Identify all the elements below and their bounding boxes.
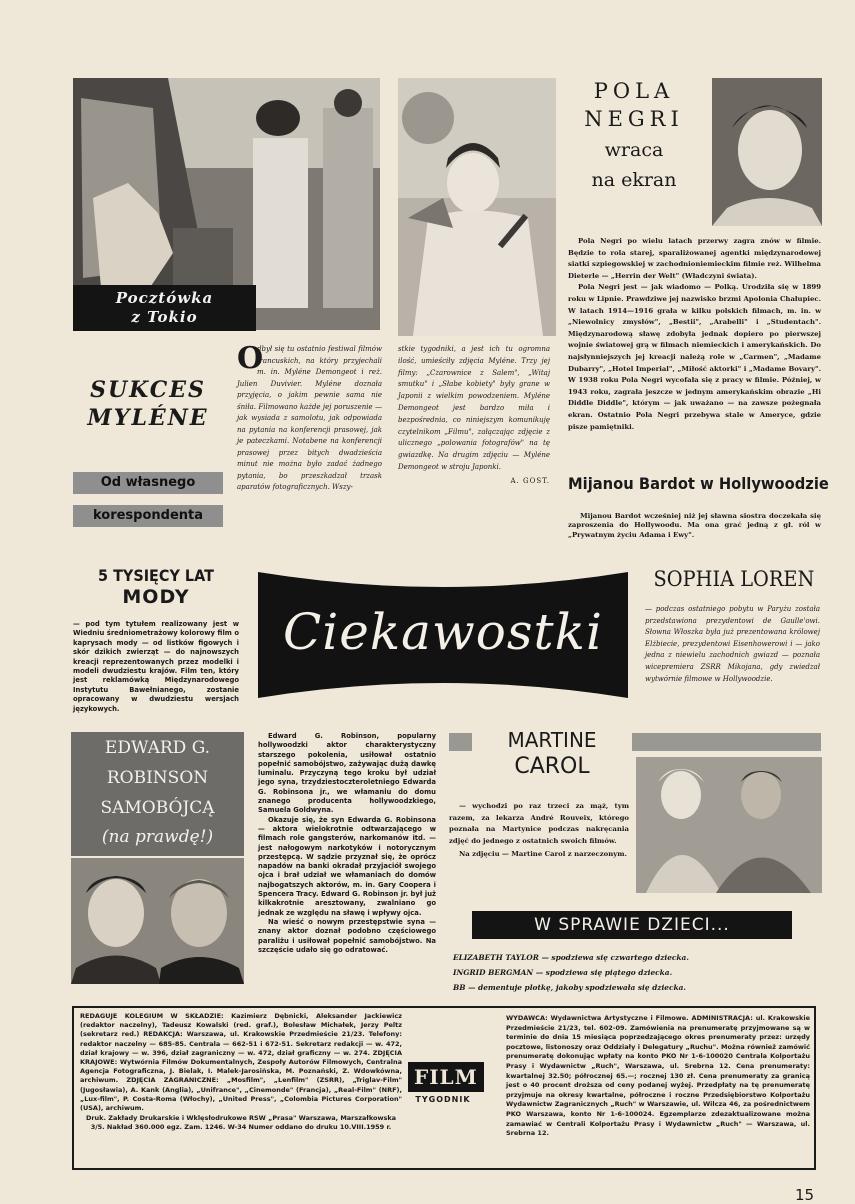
footer-box — [72, 1006, 816, 1170]
footer-print-info: Druk. Zakłady Drukarskie i Wklęsłodrukowe RSW „Prasa" Warszawa, Marszałkowska 3/5. Nakład 360.000 egz. Zam. 1246. W-34 Numer oddano do druku 10.VIII.1959 r. — [85, 1114, 397, 1132]
dzieci-name: BB — [453, 983, 466, 992]
dzieci-name: INGRID BERGMAN — [453, 968, 534, 977]
caption-box-tokio — [73, 285, 256, 331]
pola-title-line-4: na ekran — [591, 169, 677, 191]
footer-publisher: WYDAWCA: Wydawnictwa Artystyczne i Filmowe. ADMINISTRACJA: ul. Krakowskie Przedmieście 21/23, tel. 602-09. Zamówienia na prenumeratę przyjmowane są w terminie do dnia 15 miesiąca poprzedzającego okres prenumeraty przez: urzędy pocztowe, listonoszy oraz Oddziały i Delegatury „Ruchu". Można również zamówić prenumeratę dokonując wpłaty na konto PKO Nr 1-6-100020 Centrala Kolportażu Prasy i Wydawnictw „Ruch", Warszawa, ul. Srebrna 12. Cena prenumeraty: kwartalnej 32.50; półrocznej 65.—; rocznej 130 zł. Cena prenumeraty za granicą jest o 40 procent droższa od ceny podanej wyżej. Przedpłaty na tę prenumeratę przyjmuje na okresy kwartalne, półroczne i roczne Przedsiębiorstwo Kolportażu Wydawnictw Zagranicznych „Ruch" w Warszawie, ul. Wilcza 46, za pośrednictwem PKO Warszawa, konto Nr 1-6-100024. Egzemplarze zdezaktualizowane można zamawiać w Centrali Kolportażu Prasy i Wydawnictw „Ruch" — Warszawa, ul. Srebrna 12. — [506, 1014, 810, 1138]
photo-robinson-father-son — [71, 858, 244, 984]
martine-article — [449, 801, 629, 861]
mijanou-title: Mijanou Bardot w Hollywoodzie — [568, 474, 829, 493]
robinson-title-box — [71, 732, 244, 856]
martine-paragraph-2: Na zdjęciu — Martine Carol z narzeczonym. — [459, 850, 627, 858]
martine-paragraph-1: — wychodzi po raz trzeci za mąż, tym razem, za lekarza André Rouveix, którego poznała na Martynice podczas nakręcania zdjęć do jednego z ostatnich swoich filmów. — [449, 802, 629, 845]
pola-paragraph-1: Pola Negri po wielu latach przerwy zagra znów w filmie. Będzie to rola starej, sparaliżowanej agentki międzynarodowej siatki szpiegowskiej w zachodnioniemieckim filmie reż. Wilhelma Dieterle — „Herrin der Welt" (Władczyni świata). — [568, 237, 821, 280]
drop-cap-spacer — [237, 344, 257, 374]
dzieci-name: ELIZABETH TAYLOR — [453, 953, 539, 962]
ciekawostki-banner — [258, 572, 628, 698]
mylene-column-2 — [398, 344, 550, 488]
page-number: 15 — [795, 1186, 815, 1204]
footer-editorial — [80, 1012, 402, 1133]
robinson-paragraph-1: Edward G. Robinson, popularny hollywoodzki aktor charakterystyczny starszego pokolenia, usiłował ostatnio popełnić samobójstwo, zażywając dużą dawkę luminalu. Przyczyną tego kroku był udział jego syna, trzydziestoczteroletniego Edwarda G. Robinsona jr., we włamaniu do domu znanego producenta hollywoodzkiego, Samuela Goldwyna. — [258, 732, 436, 815]
moda-title — [73, 566, 239, 608]
robinson-paragraph-3: Na wieść o nowym przestępstwie syna — znany aktor doznał podobno częściowego paraliżu i usiłował popełnić samobójstwo. Na szczęście udało się go odratować. — [258, 917, 436, 954]
pola-title-line-3: wraca — [604, 139, 664, 161]
mylene-title — [73, 376, 223, 432]
dzieci-item — [453, 965, 823, 980]
dzieci-text: — spodziewa się piątego dziecka. — [533, 968, 673, 977]
dzieci-item — [453, 980, 823, 995]
film-logo-subtitle: TYGODNIK — [415, 1095, 471, 1104]
photo-pola-negri — [712, 78, 822, 226]
dzieci-item — [453, 950, 823, 965]
robinson-title-line-2: ROBINSON — [106, 768, 209, 788]
banner-text: Ciekawostki — [283, 603, 603, 661]
mylene-title-line-1: SUKCES — [90, 377, 206, 403]
film-logo-text: FILM — [408, 1062, 484, 1092]
robinson-title-line-3: SAMOBÓJCĄ — [100, 798, 215, 818]
pola-title — [564, 78, 704, 194]
film-logo — [408, 1062, 478, 1104]
correspondent-bar-1: Od własnego — [73, 472, 223, 494]
mylene-author: A. GOST. — [510, 476, 550, 485]
photo-mylene-japanese-dress — [398, 78, 556, 336]
martine-title-line-1: MARTINE — [507, 728, 597, 752]
mylene-column-1-text: dbył się tu ostatnio festiwal filmów francuskich, na który przyjechali m. in. Myléne Demongeot i reż. Julien Duvivier. Myléne doznała przyjęcia, o jakim pewnie sama nie śniła. Filmowano każde jej poruszenie — jak wysiada z samolotu, jak odpowiada na pytania na konferencji prasowej, jak je pateczkami. Notabene na konferencji prasowej przez bitych dwadzieścia minut nie można było zadać żadnego pytania, bo przeszkadzał trzask aparatów fotograficznych. Wszy- — [237, 345, 382, 491]
martine-title-line-2: CAROL — [514, 754, 590, 779]
martine-title — [472, 728, 632, 782]
robinson-title-line-4: (na prawdę!) — [101, 827, 214, 847]
footer-editorial-text: REDAGUJE KOLEGIUM W SKŁADZIE: Kazimierz Dębnicki, Aleksander Jackiewicz (redaktor naczelny), Tadeusz Kowalski (red. graf.), Bolesław Michałek, Jerzy Peltz (sekretarz red.) REDAKCJA: Warszawa, ul. Krakowskie Przedmieście 21/23. Telefony: redaktor naczelny — 685-85. Centrala — 662-51 i 672-51. Sekretarz redakcji — w. 472, dział krajowy — w. 396, dział zagraniczny — w. 472, dział graficzny — w. 274. ZDJĘCIA KRAJOWE: Wytwórnia Filmów Dokumentalnych, Zespoły Autorów Filmowych, Centralna Agencja Fotograficzna, J. Bielak, I. Malek-Jarosińska, M. Poznański, Z. Wdowkówna, archiwum. ZDJĘCIA ZAGRANICZNE: „Mosfilm", „Lenfilm" (ZSRR), „Triglav-Film" (Jugosławia), A. Kank (Anglia), „Unifrance", „Cinemonde" (Francja), „Real-Film" (NRF), „Lux-film", P. Costa-Roma (Włochy), „United Press", „Colombia Pictures Corporation" (USA), archiwum. — [80, 1012, 402, 1113]
mylene-column-1 — [237, 341, 382, 494]
pola-paragraph-2: Pola Negri jest — jak wiadomo — Polką. Urodziła się w 1899 roku w Lipnie. Prawdziwe jej nazwisko brzmi Apolonia Chałupiec. W latach 1914—1916 grała w kilku polskich filmach, m. in. w „Niewolnicy zmysłów", „Bestii", „Arabelli" i „Studentach". Międzynarodową sławę zdobyła jednak dopiero po pierwszej wojnie światowej grą w filmach niemieckich i amerykańskich. Do najsłynniejszych jej kreacji należą role w „Carmen", „Madame Dubarry", „Hotel Imperial", „Miłość aktorki" i „Madame Bovary". W 1938 roku Pola Negri wycofała się z pracy w filmie. Później, w 1943 roku, zagrała jeszcze w jednym amerykańskim obrazie „Hi Diddle Diddle", którym — jak uważano — na zawsze pożegnała ekran. Ostatnio Pola Negri przebywa stale w Ameryce, gdzie pisze pamiętniki. — [568, 283, 821, 431]
robinson-title-line-1: EDWARD G. — [104, 738, 211, 758]
robinson-article — [258, 732, 436, 955]
caption-line-2: z Tokio — [131, 308, 198, 326]
caption-line-1: Pocztówka — [115, 289, 214, 307]
dzieci-list — [453, 950, 823, 995]
mijanou-text: Mijanou Bardot wcześniej niż jej sławna siostra doczekała się zaproszenia do Hollywoodu. Ma ona grać jedną z gł. ról w „Prywatnym życiu Adama i Ewy". — [568, 512, 821, 539]
dzieci-title: W SPRAWIE DZIECI... — [472, 911, 792, 939]
sophia-text: — podczas ostatniego pobytu w Paryżu została przedstawiona prezydentowi de Gaulle'owi. Słowna Włoszka była już prezentowana królowej Elżbiecie, prezydentowi Eisenhowerowi i — jako jedna z niewielu zachodnich gwiazd — poznała wicepremiera ZSRR Mikojana, gdy zwiedzał wytwórnie filmowe w Hollywoodzie. — [645, 605, 820, 683]
moda-title-line-1: 5 TYSIĘCY LAT — [98, 566, 214, 585]
dzieci-text: — dementuje plotkę, jakoby spodziewała się dziecka. — [465, 983, 686, 992]
dzieci-text: — spodziewa się czwartego dziecka. — [538, 953, 689, 962]
correspondent-bar-2: korespondenta — [73, 505, 223, 527]
pola-article — [568, 236, 821, 433]
photo-martine-carol-fiance — [636, 757, 822, 893]
moda-title-line-2: MODY — [122, 586, 190, 608]
drop-cap: O — [237, 341, 264, 376]
sophia-title: SOPHIA LOREN — [653, 567, 815, 591]
mylene-title-line-2: MYLÉNE — [87, 405, 209, 431]
pola-title-line-1: POLA — [593, 79, 675, 103]
pola-title-line-2: NEGRI — [584, 107, 684, 131]
robinson-paragraph-2: Okazuje się, że syn Edwarda G. Robinsona — aktora wielokrotnie odtwarzającego w filmach role gangsterów, narkomanów itd. — jest nałogowym narkotyków i notorycznym przestępcą. W sądzie przyznał się, że oprócz napadów na banki okradał przyjaciół swojego ojca i brał udział we włamaniach do domów najbogatszych aktorów, m. in. Gary Coopera i Spencera Tracy. Edward G. Robinson jr. był już kilkakrotnie aresztowany, zwalniano go jednak ze względu na sławę i wpływy ojca. — [258, 815, 436, 917]
moda-text: — pod tym tytułem realizowany jest w Wiedniu średniometrażowy kolorowy film o kaprysach mody — od listków figowych i skór dzikich zwierząt — do najnowszych kreacji reprezentowanych przez modelki i modeli dwudziestu krajów. Film ten, który jest reklamówką Międzynarodowego Instytutu Bawełnianego, zostanie opracowany w dwudziestu wersjach językowych. — [73, 620, 239, 713]
mylene-column-2-text: stkie tygodniki, a jest ich tu ogromna ilość, umieściły zdjęcia Myléne. Trzy jej filmy: „Czarownice z Salem", „Witaj smutku" i „Słabe kobiety" były grane w Japonii z wielkim powodzeniem. Myléne Demongeot jest bardzo miła i bezpośrednia, co niniejszym komunikuję czytelnikom „Filmu", załączając zdjęcie z ulicznego „polowania fotografów" na tę gwiazdkę. Na drugim zdjęciu — Myléne Demongeot w stroju Japonki. — [398, 345, 550, 471]
